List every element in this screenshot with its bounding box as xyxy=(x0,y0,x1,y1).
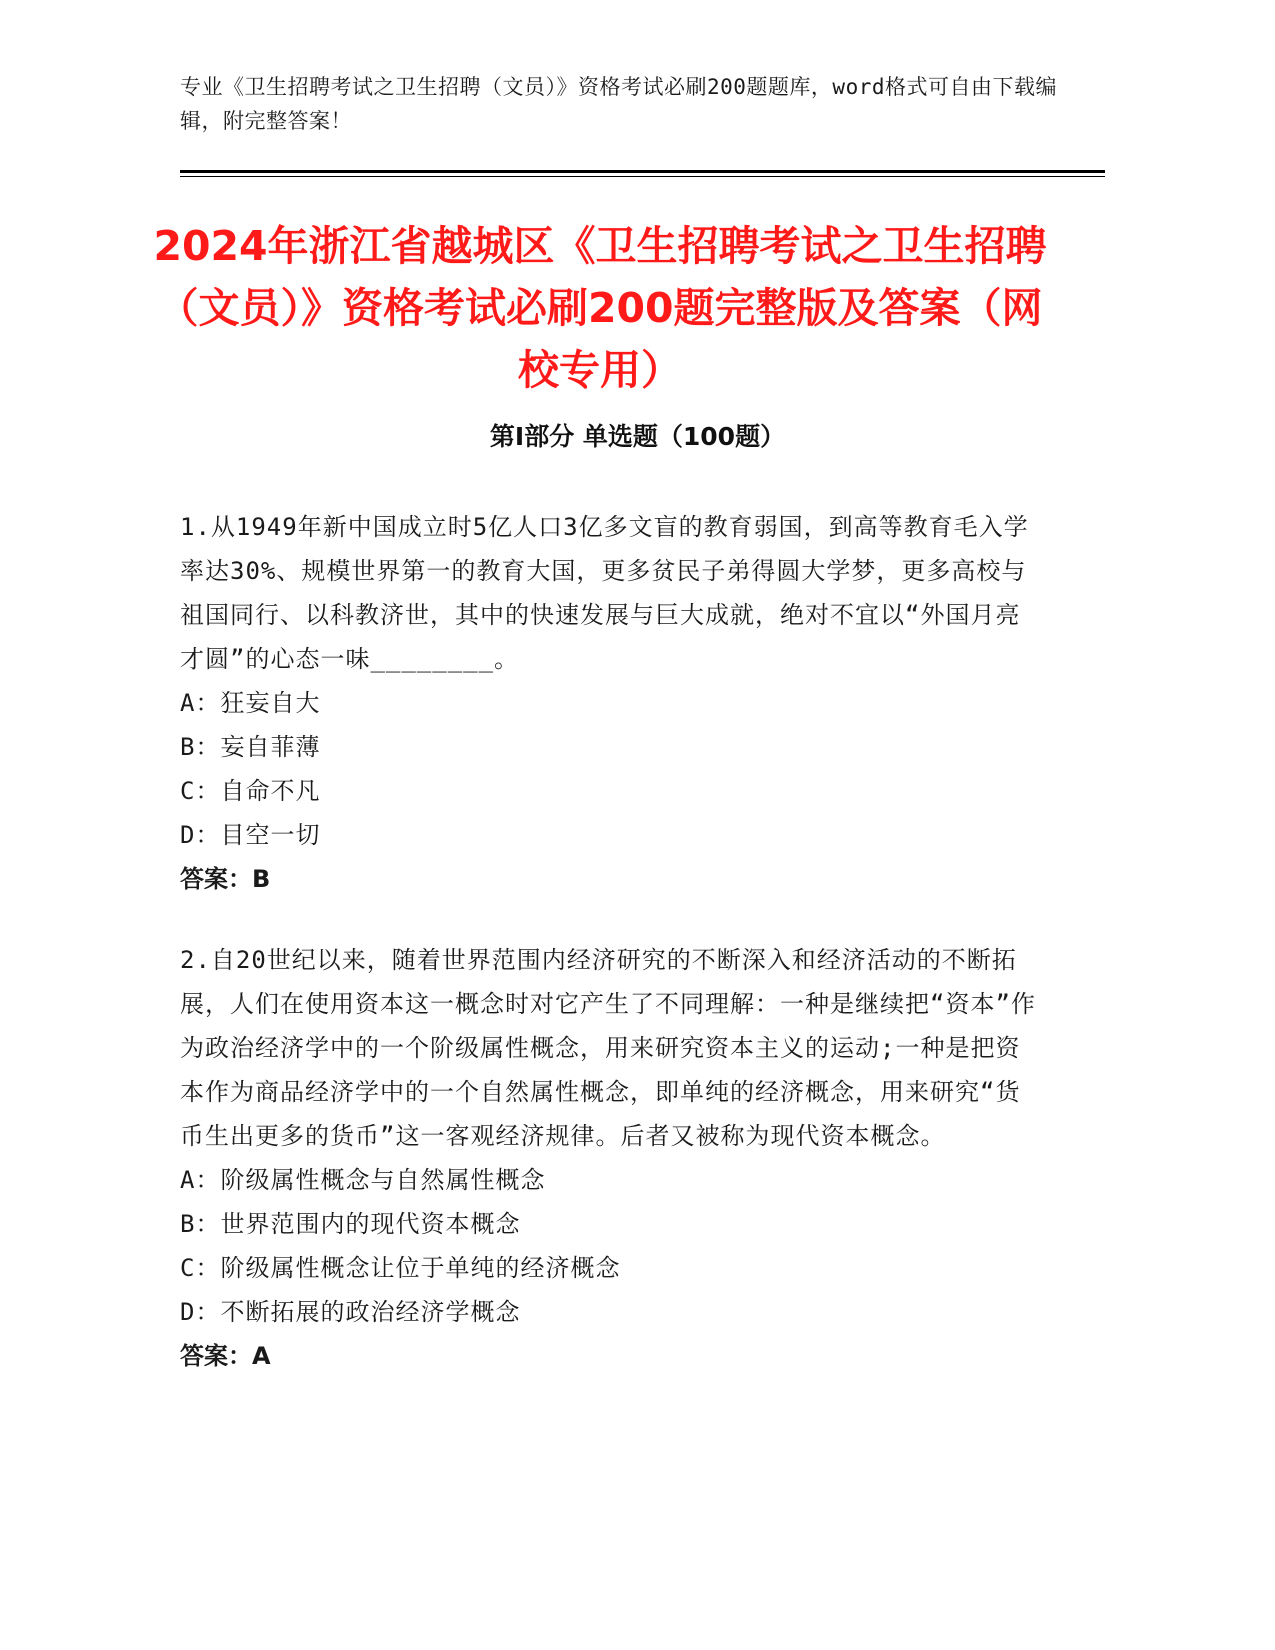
option-a: A：狂妄自大 xyxy=(180,689,321,717)
header-note: 专业《卫生招聘考试之卫生招聘（文员）》资格考试必刷200题题库，word格式可自由下载编辑，附完整答案！ xyxy=(180,75,1057,133)
option-c: C：自命不凡 xyxy=(180,777,321,805)
question-stem: 2.自20世纪以来，随着世界范围内经济研究的不断深入和经济活动的不断拓展，人们在使用资本这一概念时对它产生了不同理解：一种是继续把“资本”作为政治经济学中的一个阶级属性概念，用来研究资本主义的运动;一种是把资本作为商品经济学中的一个自然属性概念，即单纯的经济概念，用来研究“货币生出更多的货币”这一客观经济规律。后者又被称为现代资本概念。 xyxy=(180,946,1036,1150)
question-2 xyxy=(180,938,1040,1378)
question-1 xyxy=(180,505,1040,901)
header-divider-thin xyxy=(180,176,1105,177)
question-stem: 1.从1949年新中国成立时5亿人口3亿多文盲的教育弱国，到高等教育毛入学率达30%、规模世界第一的教育大国，更多贫民子弟得圆大学梦，更多高校与祖国同行、以科教济世，其中的快速发展与巨大成就，绝对不宜以“外国月亮才圆”的心态一味________。 xyxy=(180,513,1029,673)
option-c: C：阶级属性概念让位于单纯的经济概念 xyxy=(180,1254,621,1282)
answer: 答案：A xyxy=(180,1342,271,1370)
header-divider xyxy=(180,170,1105,173)
option-b: B：世界范围内的现代资本概念 xyxy=(180,1210,521,1238)
option-a: A：阶级属性概念与自然属性概念 xyxy=(180,1166,546,1194)
option-b: B：妄自菲薄 xyxy=(180,733,321,761)
option-d: D：不断拓展的政治经济学概念 xyxy=(180,1298,521,1326)
section-heading: 第I部分 单选题（100题） xyxy=(489,422,786,451)
answer: 答案：B xyxy=(180,865,271,893)
document-title: 2024年浙江省越城区《卫生招聘考试之卫生招聘（文员）》资格考试必刷200题完整版及答案（网校专用） xyxy=(153,222,1047,394)
option-d: D：目空一切 xyxy=(180,821,321,849)
